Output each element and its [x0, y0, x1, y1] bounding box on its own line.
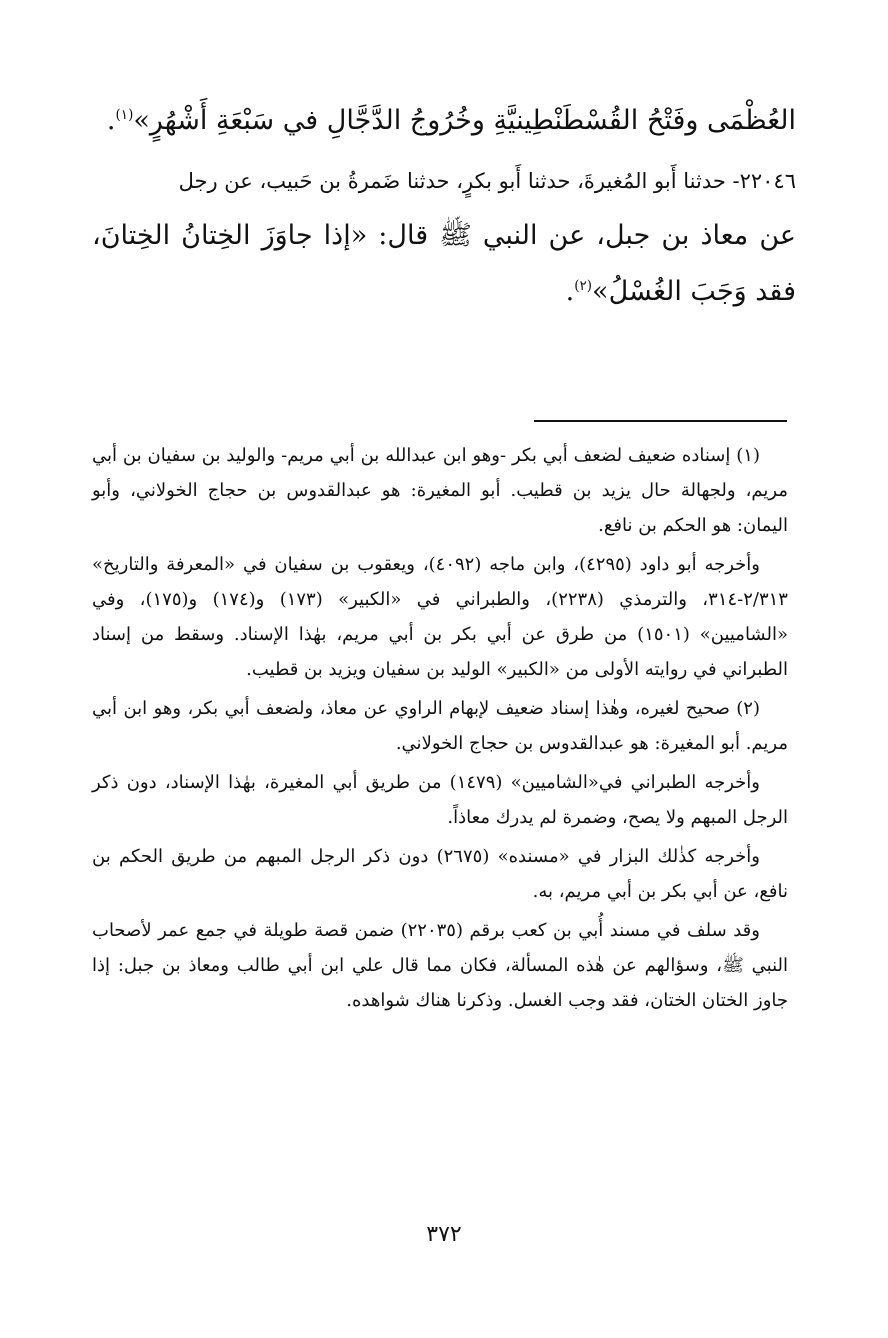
footnote-2-cont-c: وقد سلف في مسند أُبي بن كعب برقم (٢٢٠٣٥) ضمن قصة طويلة في جمع عمر لأصحاب النبي ﷺ، وسؤالهم عن هٰذه المسألة، فكان مما قال علي ابن أبي طالب ومعاذ بن جبل: إذا جاوز الختان الختان، فقد وجب الغسل. وذكرنا هناك شواهده. — [92, 920, 788, 1011]
hadith-isnad: ٢٢٠٤٦- حدثنا أَبو المُغيرةَ، حدثنا أَبو بكرٍ، حدثنا ضَمرةُ بن حَبيب، عن رجل — [178, 169, 796, 193]
footnote-ref-1: (١) — [115, 107, 134, 123]
footnote-2: (٢) صحيح لغيره، وهٰذا إسناد ضعيف لإبهام الراوي عن معاذ، ولضعف أبي بكر، وهو ابن أبي مريم. أبو المغيرة: هو عبدالقدوس بن حجاج الخولاني. — [92, 698, 788, 754]
page-number: ٣٧٢ — [426, 1222, 462, 1247]
footnote-1-cont: وأخرجه أبو داود (٤٢٩٥)، وابن ماجه (٤٠٩٢)، ويعقوب بن سفيان في «المعرفة والتاريخ» ٢/٣١٣-٣١٤، والترمذي (٢٢٣٨)، والطبراني في «الكبير» (١٧٣) و(١٧٤) و(١٧٥)، وفي «الشاميين» (١٥٠١) من طرق عن أبي بكر بن أبي مريم، بهٰذا الإسناد. وسقط من إسناد الطبراني في روايته الأولى من «الكبير» الوليد بن سفيان ويزيد بن قطيب. — [92, 554, 788, 680]
footnote-2-cont-a: وأخرجه الطبراني في«الشاميين» (١٤٧٩) من طريق أبي المغيرة، بهٰذا الإسناد، دون ذكر الرجل المبهم ولا يصح، وضمرة لم يدرك معاذاً. — [92, 772, 788, 828]
hadith-matn: عن معاذ بن جبل، عن النبي ﷺ قال: «إذا جاوَزَ الخِتانُ الخِتانَ، فقد وَجَبَ الغُسْلُ»$^{(٢)}$. — [92, 220, 796, 307]
footnote-ref-2: (٢) — [574, 278, 593, 294]
footnotes — [92, 438, 788, 1018]
footnote-separator — [534, 420, 787, 422]
footnote-1: (١) إسناده ضعيف لضعف أبي بكر -وهو ابن عبدالله بن أبي مريم- والوليد بن سفيان بن أبي مريم، ولجهالة حال يزيد بن قطيب. أبو المغيرة: هو عبدالقدوس بن حجاج الخولاني، وأبو اليمان: هو الحكم بن نافع. — [92, 445, 788, 536]
main-text — [92, 92, 796, 320]
footnote-2-cont-b: وأخرجه كذٰلك البزار في «مسنده» (٢٦٧٥) دون ذكر الرجل المبهم من طريق الحكم بن نافع، عن أبي بكر بن أبي مريم، به. — [92, 846, 788, 902]
main-line-1: العُظْمَى وفَتْحُ القُسْطَنْطِينيَّةِ وخُرُوجُ الدَّجَّالِ في سَبْعَةِ أَشْهُرٍ»$^{(١)}$. — [106, 105, 796, 136]
